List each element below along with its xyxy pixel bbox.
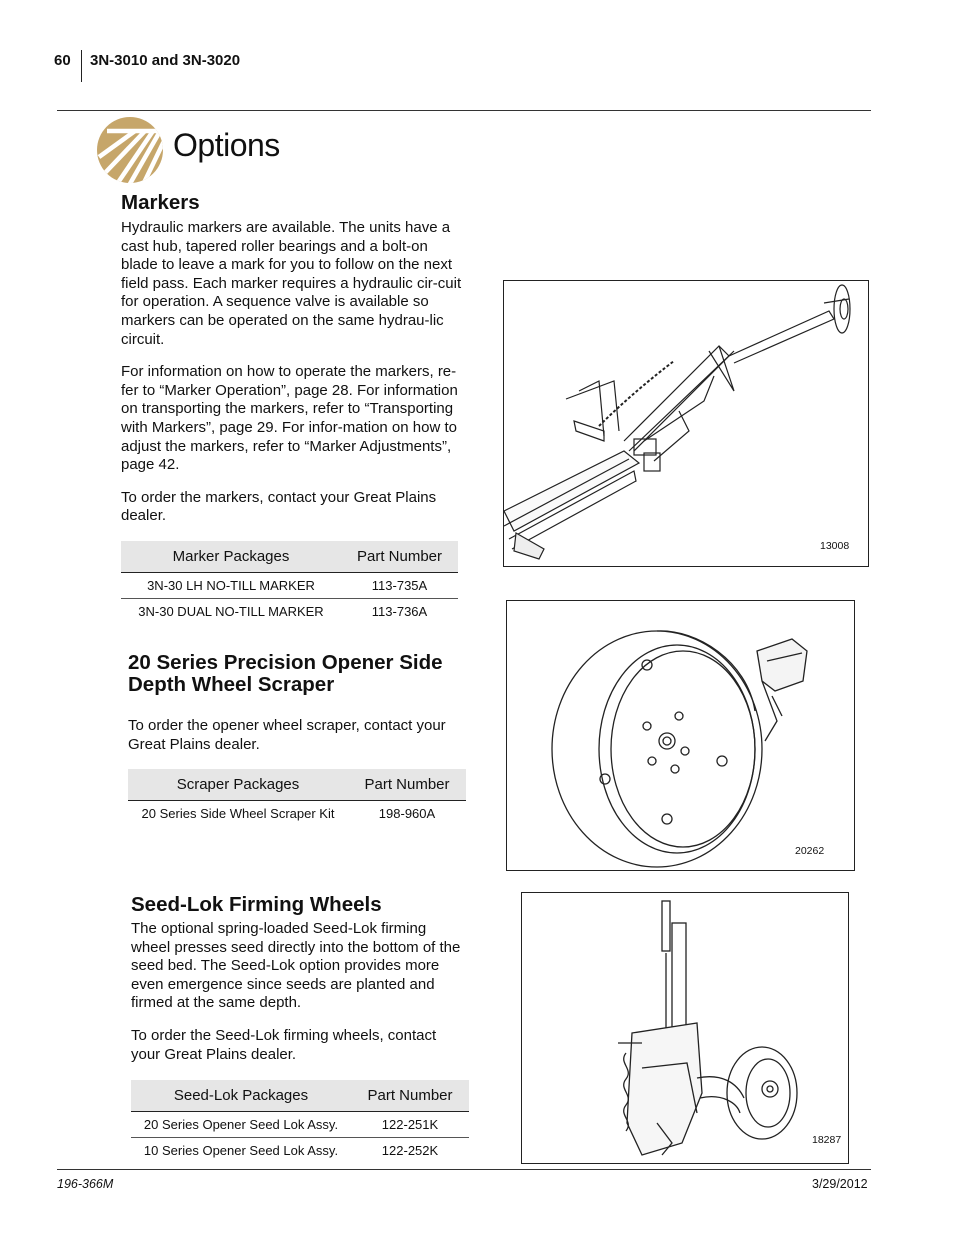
header-rule (57, 110, 871, 111)
package-name: 20 Series Opener Seed Lok Assy. (131, 1112, 351, 1138)
seedlok-figure (521, 892, 849, 1164)
marker-illustration (504, 281, 868, 566)
figure-number: 18287 (812, 1134, 842, 1146)
markers-table (121, 541, 458, 624)
table-row (131, 1112, 469, 1138)
section-title: Options (173, 127, 280, 163)
scraper-text (128, 717, 468, 754)
markers-para-1: Hydraulic markers are available. The units have a cast hub, tapered roller bearings and a bolt-on blade to leave a mark for you to follow on the next field pass. Each marker requires a hydraulic cir-cuit for operation. A sequence valve is available so markers can be operated on the same hydrau-lic circuit. (121, 219, 462, 348)
figure-number: 20262 (795, 845, 825, 857)
seedlok-illustration (522, 893, 848, 1163)
part-number: 113-736A (371, 604, 428, 619)
seedlok-col-part: Part Number (351, 1080, 469, 1112)
scraper-col-packages: Scraper Packages (128, 769, 348, 801)
seedlok-table (131, 1080, 469, 1163)
scraper-figure (506, 600, 855, 871)
package-name: 20 Series Side Wheel Scraper Kit (141, 806, 335, 821)
package-name: 3N-30 LH NO-TILL MARKER (121, 573, 341, 599)
seedlok-para-1: The optional spring-loaded Seed-Lok firming wheel presses seed directly into the bottom of the seed bed. The Seed-Lok option provides more even emergence since seeds are planted and firmed at the same depth. (131, 920, 461, 1012)
markers-col-part: Part Number (341, 541, 458, 573)
scraper-col-part: Part Number (348, 769, 466, 801)
markers-heading: Markers (121, 191, 200, 214)
scraper-table (128, 769, 466, 826)
scraper-para-1: To order the opener wheel scraper, contact your Great Plains dealer. (128, 717, 446, 753)
part-number: 122-251K (351, 1112, 469, 1138)
seedlok-heading: Seed-Lok Firming Wheels (131, 893, 382, 916)
part-number: 198-960A (378, 806, 436, 821)
table-row (131, 1138, 469, 1164)
great-plains-logo-icon (97, 117, 163, 183)
header-model: 3N-3010 and 3N-3020 (90, 52, 241, 69)
seedlok-text (131, 920, 469, 1064)
package-name: 10 Series Opener Seed Lok Assy. (143, 1143, 339, 1158)
markers-para-2: For information on how to operate the markers, re-fer to “Marker Operation”, page 28. For information on transporting the markers, refer to “Transporting with Markers”, page 29. For infor-mation on how to adjust the markers, refer to “Marker Adjustments”, page 42. (121, 363, 458, 474)
part-number: 122-252K (381, 1143, 439, 1158)
table-row (128, 801, 466, 827)
footer-rule (57, 1169, 871, 1170)
table-row (121, 599, 458, 625)
document-date: 3/29/2012 (812, 1177, 868, 1191)
markers-para-3: To order the markers, contact your Great Plains dealer. (121, 488, 437, 525)
scraper-heading: 20 Series Precision Opener Side Depth Wheel Scraper (128, 651, 443, 696)
figure-number: 13008 (820, 540, 850, 552)
wheel-illustration (507, 601, 854, 870)
markers-text (121, 219, 463, 526)
markers-col-packages: Marker Packages (121, 541, 341, 573)
table-row (121, 573, 458, 599)
document-number: 196-366M (57, 1177, 114, 1191)
page-number: 60 (54, 52, 71, 69)
part-number: 113-735A (341, 573, 458, 599)
header-divider (81, 50, 82, 82)
package-name: 3N-30 DUAL NO-TILL MARKER (138, 604, 324, 619)
seedlok-col-packages: Seed-Lok Packages (131, 1080, 351, 1112)
marker-figure (503, 280, 869, 567)
seedlok-para-2: To order the Seed-Lok firming wheels, contact your Great Plains dealer. (131, 1026, 437, 1063)
